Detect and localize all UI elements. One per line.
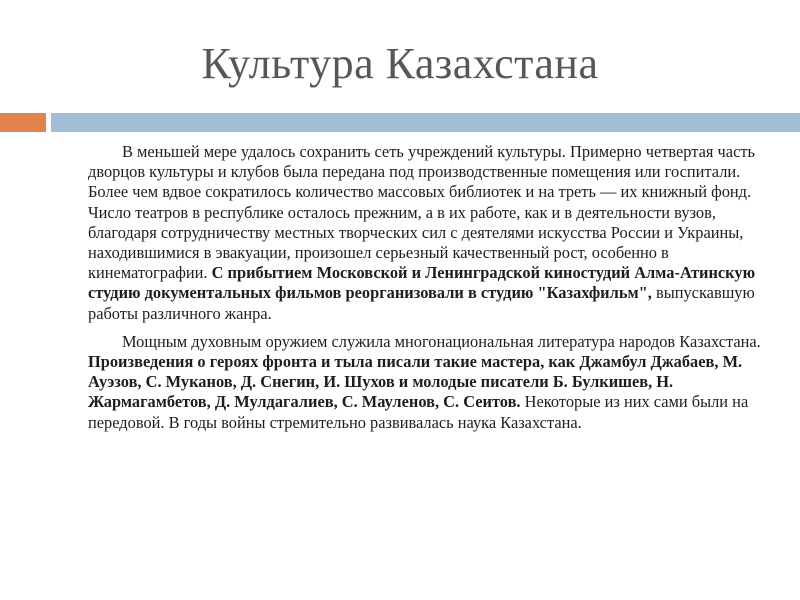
paragraph-text: В меньшей мере удалось сохранить сеть учреждений культуры. Примерно четвертая часть дворцов культуры и клубов была передана под производственные помещения или госпитали. Более чем вдвое сократилось количество массовых библиотек и на треть — их книжный фонд. Число театров в республике осталось прежним, а в их работе, как и в деятельности вузов, благодаря сотрудничеству местных творческих сил с деятелями искусства России и Украины, находившимися в эвакуации, произошел серьезный качественный рост, особенно в кинематографии. — [88, 142, 755, 283]
paragraph-bold-text: С прибытием Московской и Ленинградской киностудий Алма-Атинскую студию документальных фильмов реорганизовали в студию "Казахфильм", — [88, 263, 756, 303]
slide-title: Культура Казахстана — [201, 39, 599, 88]
paragraph-literature — [88, 332, 768, 433]
paragraph-bold-text: Произведения о героях фронта и тыла писали такие мастера, как Джамбул Джабаев, М. Ауэзов, С. Муканов, Д. Снегин, И. Шухов и молодые писатели Б. Булкишев, Н. Жармагамбетов, Д. Мулдагалиев, С. Мауленов, С. Сеитов. — [88, 352, 743, 412]
paragraph-text: Некоторые из них сами были на передовой. В годы войны стремительно развивалась наука Казахстана. — [88, 392, 749, 432]
title-divider-bar — [51, 113, 800, 132]
title-accent-block — [0, 113, 46, 132]
paragraph-culture-institutions — [88, 142, 768, 324]
paragraph-text: Мощным духовным оружием служила многонациональная литература народов Казахстана. — [122, 331, 761, 351]
paragraph-text: выпускавшую работы различного жанра. — [88, 283, 755, 323]
slide-body — [88, 142, 768, 433]
